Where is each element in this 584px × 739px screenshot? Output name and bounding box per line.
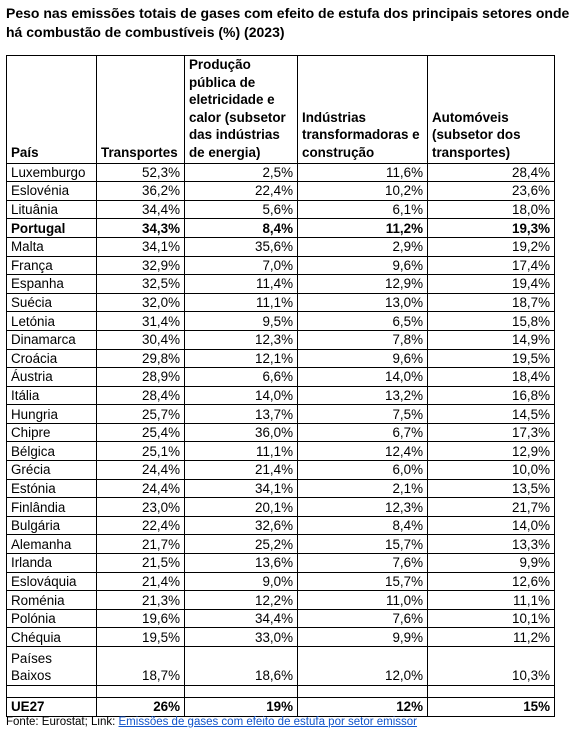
table-cell: 9,0% bbox=[185, 572, 298, 591]
table-cell: 11,0% bbox=[298, 591, 428, 610]
table-cell: 12,6% bbox=[428, 572, 555, 591]
table-cell: 22,4% bbox=[185, 182, 298, 201]
table-cell: 36,0% bbox=[185, 423, 298, 442]
table-row bbox=[7, 479, 555, 498]
country-cell: Luxemburgo bbox=[7, 163, 97, 182]
table-row bbox=[7, 368, 555, 387]
table-cell: 35,6% bbox=[185, 237, 298, 256]
table-cell: 6,7% bbox=[298, 423, 428, 442]
table-row bbox=[7, 182, 555, 201]
table-cell: 25,4% bbox=[97, 423, 185, 442]
table-row bbox=[7, 535, 555, 554]
country-cell: Estónia bbox=[7, 479, 97, 498]
table-cell: 21,4% bbox=[185, 461, 298, 480]
table-cell: 11,1% bbox=[185, 442, 298, 461]
table-cell: 23,6% bbox=[428, 182, 555, 201]
table-cell: 32,9% bbox=[97, 256, 185, 275]
table-cell: 12,3% bbox=[298, 498, 428, 517]
table-cell: 34,1% bbox=[97, 237, 185, 256]
country-cell: Polónia bbox=[7, 609, 97, 628]
table-cell: 2,1% bbox=[298, 479, 428, 498]
table-cell: 17,3% bbox=[428, 423, 555, 442]
table-row bbox=[7, 647, 555, 686]
country-cell: Eslováquia bbox=[7, 572, 97, 591]
table-cell: 19,5% bbox=[428, 349, 555, 368]
table-cell: 12,9% bbox=[428, 442, 555, 461]
table-cell: 19,4% bbox=[428, 275, 555, 294]
table-cell: 9,5% bbox=[185, 312, 298, 331]
table-cell: 34,4% bbox=[185, 609, 298, 628]
table-cell: 21,4% bbox=[97, 572, 185, 591]
table-cell: 11,1% bbox=[185, 293, 298, 312]
table-cell: 29,8% bbox=[97, 349, 185, 368]
table-cell: 18,7% bbox=[97, 647, 185, 686]
table-cell: 28,4% bbox=[428, 163, 555, 182]
table-row bbox=[7, 256, 555, 275]
table-cell: 15,8% bbox=[428, 312, 555, 331]
table-cell: 30,4% bbox=[97, 330, 185, 349]
table-cell: 7,0% bbox=[185, 256, 298, 275]
table-cell: 9,9% bbox=[298, 628, 428, 647]
table-row bbox=[7, 275, 555, 294]
table-cell: 32,6% bbox=[185, 516, 298, 535]
table-cell: 13,0% bbox=[298, 293, 428, 312]
table-cell: 5,6% bbox=[185, 200, 298, 219]
table-row bbox=[7, 572, 555, 591]
table-cell: 12,2% bbox=[185, 591, 298, 610]
table-cell: 12,9% bbox=[298, 275, 428, 294]
table-cell: 7,8% bbox=[298, 330, 428, 349]
country-cell: Lituânia bbox=[7, 200, 97, 219]
table-cell: 12,0% bbox=[298, 647, 428, 686]
table-row bbox=[7, 312, 555, 331]
table-row bbox=[7, 442, 555, 461]
table-cell: 11,4% bbox=[185, 275, 298, 294]
table-cell: 12% bbox=[298, 698, 428, 717]
table-title: Peso nas emissões totais de gases com efeito de estufa dos principais setores onde há combustão de combustíveis (%) (2023) bbox=[6, 5, 570, 40]
table-cell: 19,6% bbox=[97, 609, 185, 628]
total-label: UE27 bbox=[7, 698, 97, 717]
table-cell: 10,2% bbox=[298, 182, 428, 201]
table-cell: 18,6% bbox=[185, 647, 298, 686]
table-body bbox=[7, 163, 555, 685]
country-cell: Dinamarca bbox=[7, 330, 97, 349]
table-cell: 10,1% bbox=[428, 609, 555, 628]
table-cell: 14,9% bbox=[428, 330, 555, 349]
table-cell: 13,2% bbox=[298, 386, 428, 405]
table-cell: 9,9% bbox=[428, 554, 555, 573]
country-cell: Chipre bbox=[7, 423, 97, 442]
table-cell: 17,4% bbox=[428, 256, 555, 275]
table-cell: 11,1% bbox=[428, 591, 555, 610]
table-row bbox=[7, 423, 555, 442]
table-cell: 12,4% bbox=[298, 442, 428, 461]
table-cell: 25,1% bbox=[97, 442, 185, 461]
table-cell: 8,4% bbox=[185, 219, 298, 238]
table-row bbox=[7, 461, 555, 480]
table-cell: 24,4% bbox=[97, 479, 185, 498]
table-cell: 10,3% bbox=[428, 647, 555, 686]
table-row bbox=[7, 516, 555, 535]
table-cell: 7,5% bbox=[298, 405, 428, 424]
table-cell: 19,2% bbox=[428, 237, 555, 256]
table-cell: 20,1% bbox=[185, 498, 298, 517]
table-cell: 36,2% bbox=[97, 182, 185, 201]
table-row bbox=[7, 554, 555, 573]
table-row bbox=[7, 237, 555, 256]
table-row bbox=[7, 349, 555, 368]
table-cell: 25,7% bbox=[97, 405, 185, 424]
source-label: Fonte: Eurostat; Link: bbox=[6, 716, 119, 728]
table-cell: 14,0% bbox=[298, 368, 428, 387]
table-row bbox=[7, 293, 555, 312]
table-row bbox=[7, 163, 555, 182]
country-cell: Chéquia bbox=[7, 628, 97, 647]
country-cell: Alemanha bbox=[7, 535, 97, 554]
table-row bbox=[7, 200, 555, 219]
country-cell: Áustria bbox=[7, 368, 97, 387]
header-row bbox=[7, 56, 555, 164]
table-cell: 34,4% bbox=[97, 200, 185, 219]
source-footer bbox=[6, 716, 417, 728]
table-cell: 34,3% bbox=[97, 219, 185, 238]
country-cell: Eslovénia bbox=[7, 182, 97, 201]
country-cell: Roménia bbox=[7, 591, 97, 610]
column-header-industry: Indústrias transformadoras e construção bbox=[298, 56, 428, 164]
table-cell: 14,0% bbox=[185, 386, 298, 405]
column-header-electricity: Produção pública de eletricidade e calor (subsetor das indústrias de energia) bbox=[185, 56, 298, 164]
table-cell: 28,9% bbox=[97, 368, 185, 387]
column-header-country: País bbox=[7, 56, 97, 164]
table-row bbox=[7, 330, 555, 349]
table-row bbox=[7, 628, 555, 647]
table-cell: 13,5% bbox=[428, 479, 555, 498]
country-cell: Países Baixos bbox=[7, 647, 97, 686]
emissions-table bbox=[6, 55, 555, 717]
table-cell: 8,4% bbox=[298, 516, 428, 535]
table-row bbox=[7, 386, 555, 405]
spacer-row bbox=[7, 686, 555, 698]
table-cell: 18,4% bbox=[428, 368, 555, 387]
country-cell: Malta bbox=[7, 237, 97, 256]
country-cell: Letónia bbox=[7, 312, 97, 331]
table-row bbox=[7, 498, 555, 517]
table-cell: 19% bbox=[185, 698, 298, 717]
table-cell: 25,2% bbox=[185, 535, 298, 554]
table-cell: 21,3% bbox=[97, 591, 185, 610]
column-header-transport: Transportes bbox=[97, 56, 185, 164]
table-cell: 12,1% bbox=[185, 349, 298, 368]
table-cell: 13,6% bbox=[185, 554, 298, 573]
country-cell: Grécia bbox=[7, 461, 97, 480]
table-cell: 10,0% bbox=[428, 461, 555, 480]
table-cell: 14,5% bbox=[428, 405, 555, 424]
country-cell: Itália bbox=[7, 386, 97, 405]
table-cell: 52,3% bbox=[97, 163, 185, 182]
table-cell: 16,8% bbox=[428, 386, 555, 405]
table-row bbox=[7, 591, 555, 610]
table-cell: 9,6% bbox=[298, 349, 428, 368]
table-cell: 6,1% bbox=[298, 200, 428, 219]
country-cell: França bbox=[7, 256, 97, 275]
column-header-cars: Automóveis (subsetor dos transportes) bbox=[428, 56, 555, 164]
table-row bbox=[7, 219, 555, 238]
country-cell: Espanha bbox=[7, 275, 97, 294]
table-cell: 11,2% bbox=[428, 628, 555, 647]
table-cell: 6,6% bbox=[185, 368, 298, 387]
table-cell: 21,7% bbox=[428, 498, 555, 517]
source-link[interactable]: Emissões de gases com efeito de estufa por setor emissor bbox=[118, 716, 418, 728]
table-cell: 7,6% bbox=[298, 609, 428, 628]
table-cell: 31,4% bbox=[97, 312, 185, 331]
country-cell: Finlândia bbox=[7, 498, 97, 517]
table-cell: 19,5% bbox=[97, 628, 185, 647]
table-row bbox=[7, 609, 555, 628]
table-cell: 6,5% bbox=[298, 312, 428, 331]
table-cell: 26% bbox=[97, 698, 185, 717]
table-cell: 11,6% bbox=[298, 163, 428, 182]
table-cell: 11,2% bbox=[298, 219, 428, 238]
table-cell: 33,0% bbox=[185, 628, 298, 647]
table-cell: 32,5% bbox=[97, 275, 185, 294]
table-cell: 15% bbox=[428, 698, 555, 717]
table-cell: 13,3% bbox=[428, 535, 555, 554]
table-row bbox=[7, 405, 555, 424]
table-cell: 14,0% bbox=[428, 516, 555, 535]
table-cell: 7,6% bbox=[298, 554, 428, 573]
table-cell: 32,0% bbox=[97, 293, 185, 312]
country-cell: Bélgica bbox=[7, 442, 97, 461]
country-cell: Croácia bbox=[7, 349, 97, 368]
table-cell: 23,0% bbox=[97, 498, 185, 517]
table-cell: 19,3% bbox=[428, 219, 555, 238]
table-cell: 6,0% bbox=[298, 461, 428, 480]
table-cell: 22,4% bbox=[97, 516, 185, 535]
country-cell: Hungria bbox=[7, 405, 97, 424]
country-cell: Suécia bbox=[7, 293, 97, 312]
table-cell: 21,7% bbox=[97, 535, 185, 554]
table-cell: 2,5% bbox=[185, 163, 298, 182]
table-cell: 18,7% bbox=[428, 293, 555, 312]
table-cell: 12,3% bbox=[185, 330, 298, 349]
country-cell: Bulgária bbox=[7, 516, 97, 535]
country-cell: Portugal bbox=[7, 219, 97, 238]
table-cell: 28,4% bbox=[97, 386, 185, 405]
table-cell: 18,0% bbox=[428, 200, 555, 219]
table-cell: 2,9% bbox=[298, 237, 428, 256]
table-cell: 24,4% bbox=[97, 461, 185, 480]
table-cell: 15,7% bbox=[298, 535, 428, 554]
table-cell: 21,5% bbox=[97, 554, 185, 573]
table-cell: 13,7% bbox=[185, 405, 298, 424]
total-row bbox=[7, 698, 555, 717]
table-cell: 15,7% bbox=[298, 572, 428, 591]
table-cell: 34,1% bbox=[185, 479, 298, 498]
table-cell: 9,6% bbox=[298, 256, 428, 275]
country-cell: Irlanda bbox=[7, 554, 97, 573]
